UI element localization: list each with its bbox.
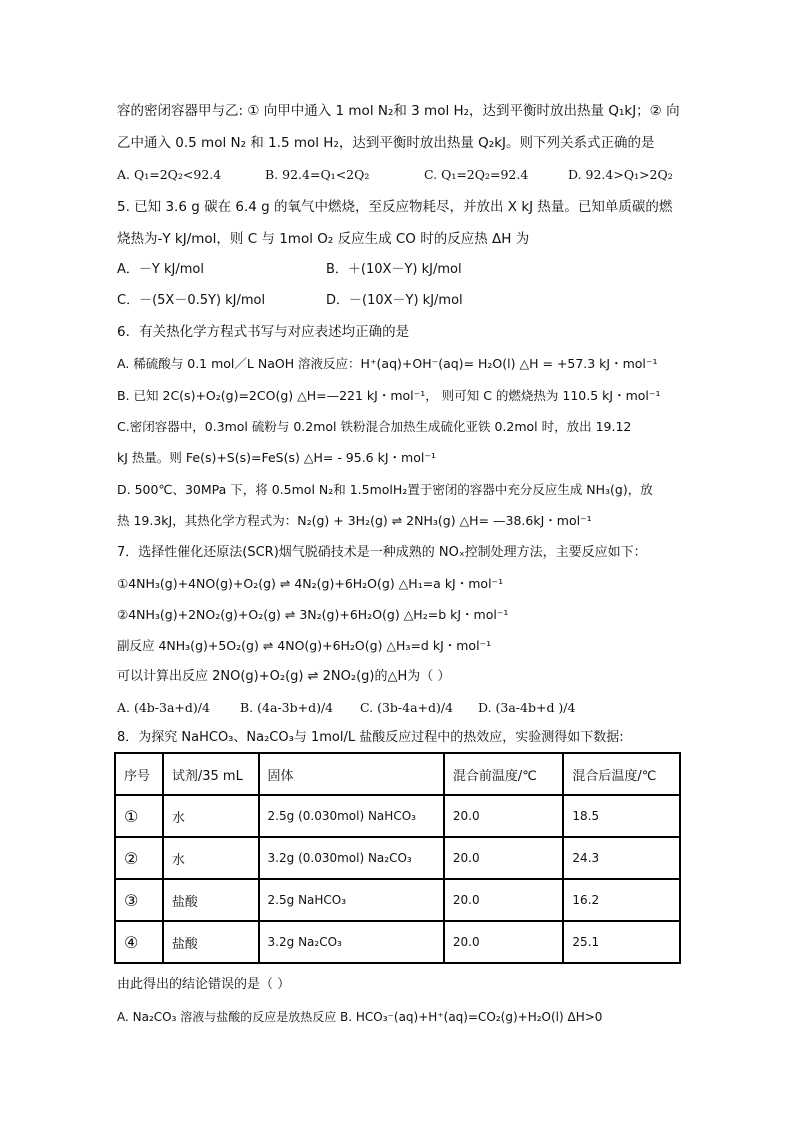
table-row	[115, 879, 680, 921]
question-4-line-2: 乙中通入 0.5 mol N₂ 和 1.5 mol H₂，达到平衡时放出热量 Q₂kJ。则下列关系式正确的是	[117, 135, 655, 151]
table-cell: 水	[163, 795, 259, 837]
question-5-option-a: A．－Y kJ/mol	[117, 262, 204, 277]
question-6-option-c-line-2: kJ 热量。则 Fe(s)+S(s)=FeS(s) △H= - 95.6 kJ・mol⁻¹	[117, 450, 436, 465]
table-cell: 水	[163, 837, 259, 879]
question-7-option-a: A. (4b-3a+d)/4	[117, 700, 210, 715]
table-cell: ④	[115, 921, 163, 963]
question-8-stem: 8．为探究 NaHCO₃、Na₂CO₃与 1mol/L 盐酸反应过程中的热效应，实验测得如下数据:	[117, 730, 624, 745]
question-6-stem: 6．有关热化学方程式书写与对应表述均正确的是	[117, 324, 410, 340]
question-5-line-1: 5. 已知 3.6 g 碳在 6.4 g 的氧气中燃烧，至反应物耗尽，并放出 X kJ 热量。已知单质碳的燃	[117, 199, 673, 215]
question-7-reaction-2: ②4NH₃(g)+2NO₂(g)+O₂(g) ⇌ 3N₂(g)+6H₂O(g) △H₂=b kJ・mol⁻¹	[117, 607, 509, 622]
table-row	[115, 921, 680, 963]
question-4-option-c: C. Q₁=2Q₂=92.4	[424, 167, 529, 182]
question-7-option-b: B. (4a-3b+d)/4	[240, 700, 334, 715]
table-cell: 16.2	[563, 879, 680, 921]
table-cell: ①	[115, 795, 163, 837]
question-6-option-d-line-2: 热 19.3kJ，其热化学方程式为：N₂(g) + 3H₂(g) ⇌ 2NH₃(g) △H= —38.6kJ・mol⁻¹	[117, 513, 592, 528]
table-cell: 18.5	[563, 795, 680, 837]
table-header-cell: 混合后温度/℃	[563, 753, 680, 795]
question-7-side-reaction: 副反应 4NH₃(g)+5O₂(g) ⇌ 4NO(g)+6H₂O(g) △H₃=d kJ・mol⁻¹	[117, 638, 492, 653]
question-4-option-b: B. 92.4=Q₁<2Q₂	[265, 167, 370, 182]
table-row	[115, 795, 680, 837]
table-cell: 20.0	[444, 795, 564, 837]
question-5-option-c: C．－(5X－0.5Y) kJ/mol	[117, 293, 266, 308]
question-6-option-c-line-1: C.密闭容器中，0.3mol 硫粉与 0.2mol 铁粉混合加热生成硫化亚铁 0.2mol 时，放出 19.12	[117, 419, 632, 434]
table-cell: 20.0	[444, 921, 564, 963]
table-header-cell: 混合前温度/℃	[444, 753, 564, 795]
table-cell: 盐酸	[163, 879, 259, 921]
table-cell: 盐酸	[163, 921, 259, 963]
table-cell: 25.1	[563, 921, 680, 963]
experiment-data-table	[114, 752, 681, 964]
table-cell: 3.2g (0.030mol) Na₂CO₃	[259, 837, 444, 879]
question-5-option-d: D．－(10X－Y) kJ/mol	[326, 293, 463, 308]
table-header-row	[115, 753, 680, 795]
question-7-reaction-1: ①4NH₃(g)+4NO(g)+O₂(g) ⇌ 4N₂(g)+6H₂O(g) △H₁=a kJ・mol⁻¹	[117, 576, 504, 591]
question-6-option-a: A. 稀硫酸与 0.1 mol／L NaOH 溶液反应：H⁺(aq)+OH⁻(aq)= H₂O(l) △H = +57.3 kJ・mol⁻¹	[117, 356, 658, 371]
question-5-line-2: 烧热为-Y kJ/mol，则 C 与 1mol O₂ 反应生成 CO 时的反应热 ΔH 为	[117, 231, 530, 247]
question-7-stem: 7．选择性催化还原法(SCR)烟气脱硝技术是一种成熟的 NOₓ控制处理方法，主要反应如下：	[117, 545, 647, 560]
table-header-cell: 试剂/35 mL	[163, 753, 259, 795]
table-cell: 24.3	[563, 837, 680, 879]
table-cell: 3.2g Na₂CO₃	[259, 921, 444, 963]
question-7-option-d: D. (3a-4b+d )/4	[478, 700, 576, 715]
question-4-line-1: 容的密闭容器甲与乙: ① 向甲中通入 1 mol N₂和 3 mol H₂，达到平衡时放出热量 Q₁kJ；② 向	[117, 103, 680, 119]
question-7-option-c: C. (3b-4a+d)/4	[360, 700, 454, 715]
question-6-option-b: B. 已知 2C(s)+O₂(g)=2CO(g) △H=—221 kJ・mol⁻¹， 则可知 C 的燃烧热为 110.5 kJ・mol⁻¹	[117, 388, 661, 403]
table-cell: ②	[115, 837, 163, 879]
question-8-ask: 由此得出的结论错误的是（ ）	[117, 977, 291, 992]
table-header-cell: 固体	[259, 753, 444, 795]
table-cell: ③	[115, 879, 163, 921]
table-cell: 20.0	[444, 837, 564, 879]
question-8-option-a-b: A. Na₂CO₃ 溶液与盐酸的反应是放热反应 B. HCO₃⁻(aq)+H⁺(aq)=CO₂(g)+H₂O(l) ΔH>0	[117, 1010, 603, 1024]
question-6-option-d-line-1: D. 500℃、30MPa 下，将 0.5mol N₂和 1.5molH₂置于密闭的容器中充分反应生成 NH₃(g)，放	[117, 482, 653, 497]
question-7-ask: 可以计算出反应 2NO(g)+O₂(g) ⇌ 2NO₂(g)的△H为（ ）	[117, 669, 451, 684]
table-cell: 2.5g NaHCO₃	[259, 879, 444, 921]
table-row	[115, 837, 680, 879]
question-4-option-d: D. 92.4>Q₁>2Q₂	[568, 167, 673, 182]
table-cell: 20.0	[444, 879, 564, 921]
table-header-cell: 序号	[115, 753, 163, 795]
question-5-option-b: B．＋(10X－Y) kJ/mol	[326, 262, 462, 277]
question-4-option-a: A. Q₁=2Q₂<92.4	[117, 167, 222, 182]
table-cell: 2.5g (0.030mol) NaHCO₃	[259, 795, 444, 837]
